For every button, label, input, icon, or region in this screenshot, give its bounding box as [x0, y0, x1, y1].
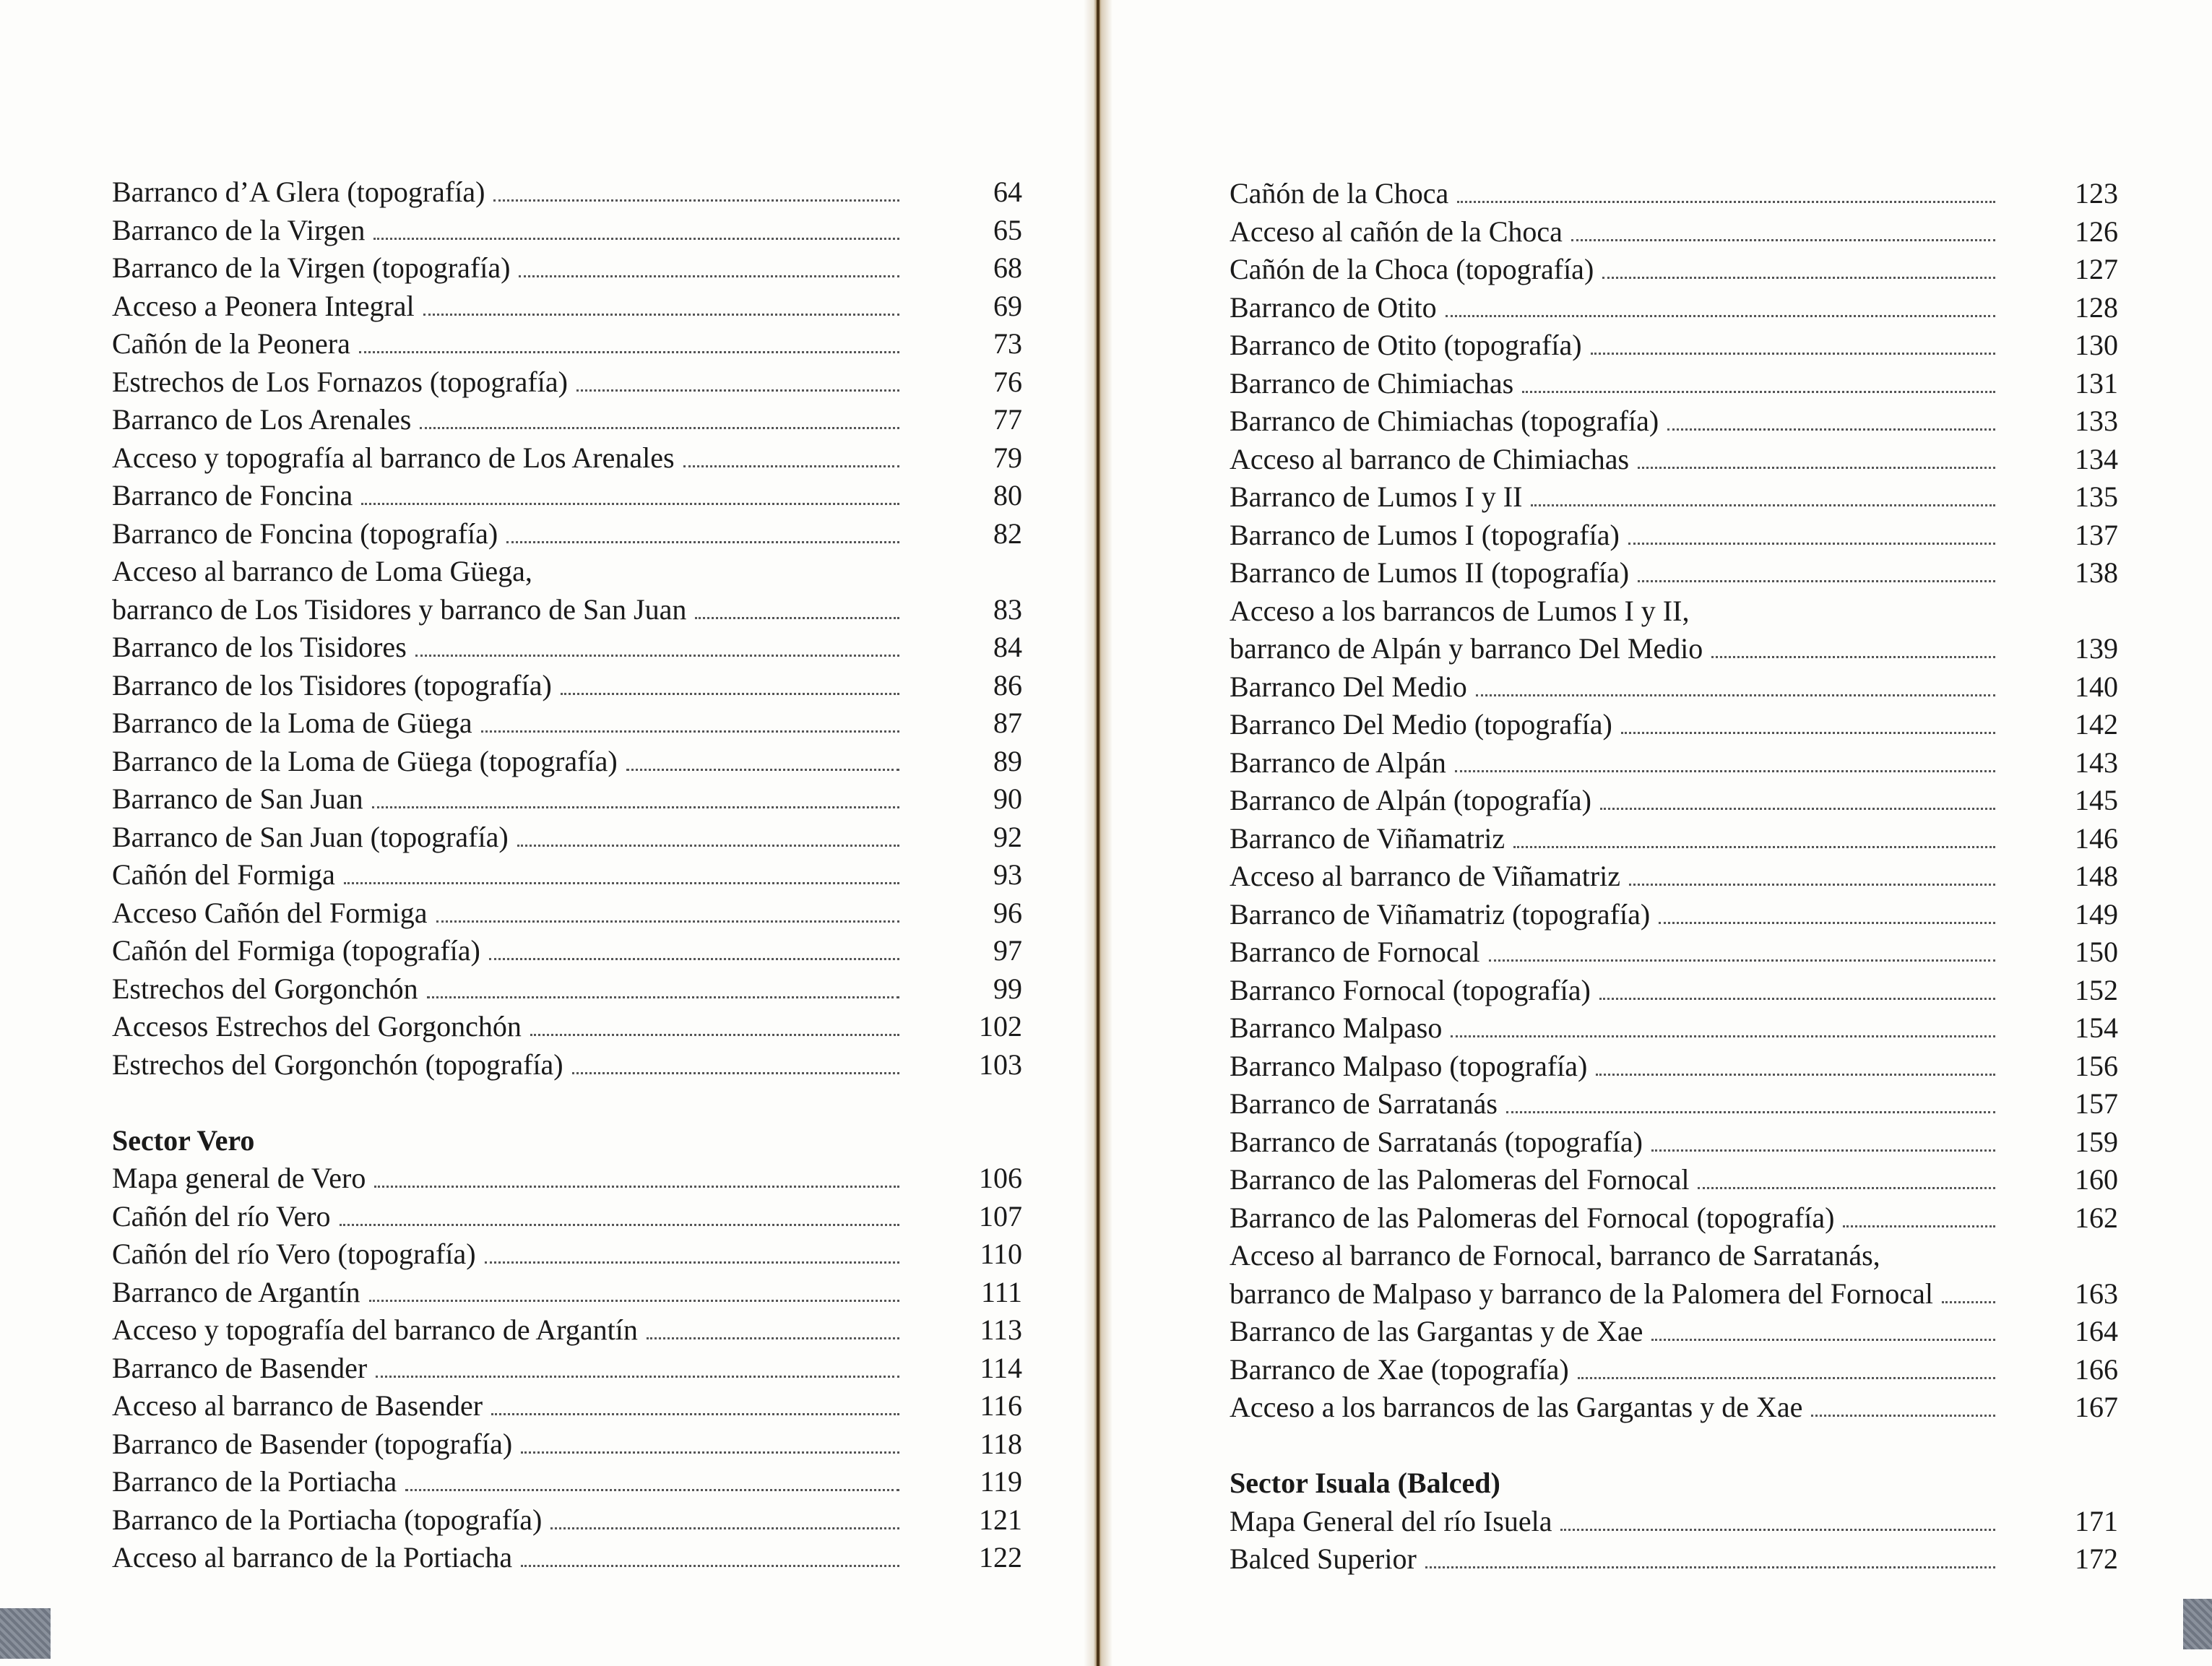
toc-entry	[112, 1311, 1022, 1350]
toc-entry-title: Estrechos del Gorgonchón (topografía)	[112, 1048, 563, 1081]
toc-entry	[112, 1463, 1022, 1501]
toc-entry	[112, 1046, 1022, 1084]
dot-leader	[1659, 916, 1995, 924]
dot-leader	[1599, 992, 1995, 1000]
dot-leader	[1457, 195, 1995, 203]
toc-entry-title: Estrechos de Los Fornazos (topografía)	[112, 365, 568, 398]
dot-leader	[1513, 840, 1995, 848]
toc-entry-title: Balced Superior	[1230, 1542, 1417, 1575]
dot-leader	[415, 649, 899, 657]
toc-entry-title: Barranco de Lumos II (topografía)	[1230, 556, 1630, 589]
toc-entry-page-number: 110	[980, 1238, 1022, 1270]
toc-entry-title: Acceso al barranco de Chimiachas	[1230, 442, 1630, 475]
toc-entry-page-number: 128	[2075, 290, 2118, 324]
toc-entry-title: Barranco de San Juan	[112, 782, 363, 815]
toc-entry	[112, 1198, 1022, 1236]
toc-entry-page-number: 130	[2075, 329, 2118, 361]
toc-entry-title: Acceso y topografía del barranco de Argantín	[112, 1313, 638, 1346]
toc-entry-page-number: 121	[979, 1503, 1022, 1536]
section-heading-isuala: Sector Isuala (Balced)	[1230, 1467, 1500, 1499]
dot-leader	[561, 687, 899, 695]
toc-entry	[112, 743, 1022, 781]
dot-leader	[1522, 385, 1995, 393]
dot-leader	[427, 990, 899, 998]
toc-entry-page-number: 83	[993, 592, 1022, 626]
toc-entry-title: Barranco de Basender (topografía)	[112, 1427, 513, 1460]
toc-entry-title: Barranco de San Juan (topografía)	[112, 820, 509, 853]
dot-leader	[1446, 309, 1995, 317]
toc-entry-title: Barranco Del Medio	[1230, 670, 1467, 703]
section-heading-vero: Sector Vero	[112, 1123, 255, 1157]
toc-entry-title: Barranco de Fornocal	[1230, 936, 1480, 968]
dot-leader	[1698, 1181, 1995, 1189]
toc-entry	[1230, 1048, 2118, 1086]
toc-entry	[112, 591, 1022, 629]
dot-leader	[485, 1256, 899, 1264]
toc-entry-page-number: 92	[993, 820, 1022, 853]
dot-leader	[695, 611, 899, 619]
toc-entry-title: Barranco de la Virgen	[112, 213, 366, 246]
toc-entry-page-number: 73	[993, 327, 1022, 360]
toc-entry-page-number: 152	[2075, 973, 2118, 1006]
toc-left-entries	[112, 173, 1022, 1084]
toc-entry-title: Barranco Malpaso (topografía)	[1230, 1049, 1588, 1082]
toc-entry-page-number: 146	[2075, 821, 2118, 855]
toc-entry-page-number: 171	[2075, 1504, 2118, 1537]
toc-entry-page-number: 111	[980, 1275, 1022, 1308]
dot-leader	[436, 915, 899, 923]
toc-entry	[1230, 744, 2118, 782]
toc-entry-page-number: 145	[2075, 784, 2118, 816]
toc-entry	[112, 288, 1022, 326]
toc-entry-page-number: 142	[2075, 708, 2118, 741]
toc-entry	[1230, 1009, 2118, 1048]
toc-entry	[112, 1008, 1022, 1046]
toc-entry-title: Estrechos del Gorgonchón	[112, 972, 418, 1005]
dot-leader	[550, 1522, 899, 1529]
toc-entry-page-number: 133	[2075, 405, 2118, 437]
toc-entry-title: Barranco de la Loma de Güega (topografía)	[112, 744, 618, 777]
toc-entry-title: Barranco de Sarratanás	[1230, 1087, 1498, 1120]
toc-entry-title: Cañón de la Choca (topografía)	[1230, 253, 1594, 285]
toc-entry	[112, 856, 1022, 894]
toc-entry-page-number: 134	[2075, 442, 2118, 475]
toc-entry	[112, 970, 1022, 1009]
toc-entry-page-number: 135	[2075, 480, 2118, 513]
toc-entry-title: Barranco de Chimiachas	[1230, 366, 1514, 400]
toc-entry-page-number: 154	[2075, 1011, 2118, 1044]
toc-entry	[1230, 706, 2118, 744]
toc-entry-title: Barranco de Lumos I (topografía)	[1230, 518, 1620, 551]
dot-leader	[489, 952, 899, 960]
toc-left-column	[112, 173, 1022, 1577]
dot-leader	[1602, 271, 1995, 279]
toc-entry-title: Barranco de Viñamatriz (topografía)	[1230, 897, 1651, 931]
toc-entry	[1230, 1351, 2118, 1389]
toc-entry-title: Acceso al barranco de Basender	[112, 1389, 483, 1422]
dot-leader	[1600, 802, 1995, 810]
toc-entry	[1230, 478, 2118, 517]
toc-entry-page-number: 113	[980, 1313, 1022, 1346]
toc-entry-title: Barranco de la Virgen (topografía)	[112, 251, 511, 284]
toc-entry-page-number: 164	[2075, 1315, 2118, 1347]
toc-entry	[112, 401, 1022, 439]
toc-entry-title: barranco de Alpán y barranco Del Medio	[1230, 632, 1703, 665]
toc-entry-page-number: 167	[2075, 1391, 2118, 1423]
toc-isuala-entries	[1230, 1503, 2118, 1579]
dot-leader	[1667, 423, 1995, 431]
dot-leader	[1629, 878, 1995, 886]
toc-entry	[112, 515, 1022, 553]
toc-entry	[112, 819, 1022, 857]
dot-leader	[1628, 537, 1995, 545]
toc-entry	[1230, 213, 2118, 251]
toc-entry	[112, 212, 1022, 250]
toc-entry-title: Acceso al barranco de la Portiacha	[112, 1541, 513, 1574]
dot-leader	[521, 1559, 899, 1567]
toc-entry	[1230, 1123, 2118, 1162]
toc-entry-page-number: 65	[993, 213, 1022, 246]
dot-leader	[369, 1294, 899, 1302]
binding-line	[1097, 0, 1099, 1666]
toc-entry	[1230, 1389, 2118, 1427]
toc-entry-page-number: 157	[2075, 1087, 2118, 1120]
toc-entry	[112, 1387, 1022, 1425]
toc-entry-page-number: 107	[979, 1199, 1022, 1233]
toc-entry-title: Barranco de Los Arenales	[112, 403, 412, 436]
dot-leader	[361, 497, 899, 505]
toc-entry-page-number: 106	[979, 1162, 1022, 1194]
toc-entry-title: Barranco de las Palomeras del Fornocal	[1230, 1163, 1690, 1196]
toc-entry-title: Cañón del Formiga	[112, 858, 335, 891]
toc-entry-page-number: 90	[993, 782, 1022, 815]
toc-entry-title: Barranco de Argantín	[112, 1275, 360, 1308]
toc-entry	[1230, 858, 2118, 896]
dot-leader	[519, 269, 899, 277]
toc-entry-page-number: 172	[2075, 1542, 2118, 1575]
toc-entry-page-number: 160	[2075, 1163, 2118, 1196]
toc-entry	[112, 1160, 1022, 1198]
toc-entry-page-number: 156	[2075, 1049, 2118, 1082]
toc-entry-title: Barranco de Foncina (topografía)	[112, 517, 498, 550]
toc-entry-title: Barranco de Alpán	[1230, 746, 1446, 779]
toc-entry-page-number: 87	[993, 707, 1022, 739]
toc-entry-page-number: 122	[979, 1541, 1022, 1574]
toc-entry-title: Mapa general de Vero	[112, 1162, 366, 1194]
toc-entry	[112, 1501, 1022, 1540]
toc-entry-page-number: 89	[993, 744, 1022, 777]
toc-entry	[1230, 972, 2118, 1010]
toc-entry-page-number: 97	[993, 934, 1022, 967]
dot-leader	[647, 1331, 899, 1339]
dot-leader	[1638, 574, 1995, 582]
dot-leader	[1942, 1295, 1995, 1303]
toc-entry-page-number: 163	[2075, 1277, 2118, 1310]
dot-leader	[1578, 1371, 1995, 1379]
toc-entry-title: Barranco de Viñamatriz	[1230, 821, 1505, 855]
toc-entry-page-number: 119	[980, 1465, 1022, 1498]
dot-leader	[1651, 1333, 1995, 1341]
toc-entry-page-number: 166	[2075, 1352, 2118, 1386]
toc-entry-title: Barranco Fornocal (topografía)	[1230, 973, 1591, 1006]
toc-entry	[1230, 933, 2118, 972]
toc-entry-title: Barranco de Foncina	[112, 479, 353, 512]
toc-entry-title: Acceso y topografía al barranco de Los Arenales	[112, 441, 675, 474]
toc-entry-page-number: 69	[993, 289, 1022, 322]
toc-entry-page-number: 99	[993, 972, 1022, 1005]
dot-leader	[1591, 347, 1995, 355]
dot-leader	[517, 839, 899, 847]
toc-entry	[112, 173, 1022, 212]
dot-leader	[572, 1066, 899, 1074]
dot-leader	[1711, 650, 1995, 658]
toc-entry-title: Acceso a los barrancos de las Gargantas y de Xae	[1230, 1391, 1803, 1423]
toc-entry-title: Barranco de los Tisidores (topografía)	[112, 668, 552, 702]
toc-entry-title: Barranco de Lumos I y II	[1230, 480, 1523, 513]
toc-entry	[1230, 251, 2118, 289]
toc-entry-page-number: 68	[993, 251, 1022, 284]
toc-entry-title: Barranco de las Palomeras del Fornocal (topografía)	[1230, 1201, 1835, 1234]
dot-leader	[506, 535, 899, 543]
toc-entry	[1230, 668, 2118, 707]
dot-leader	[1489, 954, 1995, 962]
toc-entry	[1230, 402, 2118, 441]
toc-entry-title: Acceso al cañón de la Choca	[1230, 215, 1563, 248]
thumb-index-mark-right	[2183, 1599, 2212, 1649]
toc-entry-title: Acceso al barranco de Viñamatriz	[1230, 860, 1621, 892]
toc-entry-page-number: 143	[2075, 746, 2118, 779]
toc-entry-page-number: 79	[993, 441, 1022, 474]
toc-entry-title: Barranco de la Loma de Güega	[112, 707, 472, 739]
dot-leader	[1476, 689, 1995, 696]
section-spacer	[112, 1084, 1022, 1122]
dot-leader	[1455, 764, 1995, 772]
toc-entry	[1230, 820, 2118, 858]
toc-entry	[112, 704, 1022, 743]
toc-entry-page-number: 76	[993, 365, 1022, 398]
toc-entry-page-number: 103	[979, 1048, 1022, 1081]
toc-entry	[112, 1350, 1022, 1388]
toc-entry-page-number: 80	[993, 479, 1022, 512]
toc-entry-title: Barranco de Otito (topografía)	[1230, 329, 1582, 361]
toc-entry-title: Barranco de la Portiacha (topografía)	[112, 1503, 543, 1536]
toc-entry	[112, 553, 1022, 591]
toc-entry	[112, 439, 1022, 478]
dot-leader	[1506, 1105, 1995, 1113]
dot-leader	[683, 459, 899, 467]
toc-entry-title: barranco de Malpaso y barranco de la Palomera del Fornocal	[1230, 1277, 1934, 1310]
toc-entry-title: Acceso a Peonera Integral	[112, 289, 415, 322]
toc-entry-title: Barranco de Otito	[1230, 290, 1437, 324]
toc-entry	[112, 249, 1022, 288]
dot-leader	[491, 1407, 899, 1415]
toc-entry-title: Barranco de Alpán (topografía)	[1230, 784, 1591, 816]
toc-entry-page-number: 139	[2075, 632, 2118, 665]
toc-entry-title: Barranco de Chimiachas (topografía)	[1230, 405, 1659, 437]
toc-entry	[112, 1235, 1022, 1274]
toc-entry-page-number: 116	[980, 1389, 1022, 1422]
dot-leader	[376, 1370, 899, 1378]
toc-entry-title: Barranco d’A Glera (topografía)	[112, 176, 485, 208]
toc-entry	[1230, 1540, 2118, 1579]
toc-entry-title: Cañón del río Vero	[112, 1199, 331, 1233]
dot-leader	[420, 421, 899, 429]
dot-leader	[1531, 498, 1995, 506]
toc-entry-title: Cañón de la Peonera	[112, 327, 350, 360]
dot-leader	[530, 1028, 899, 1036]
toc-entry	[1230, 441, 2118, 479]
toc-entry	[1230, 782, 2118, 820]
toc-entry	[112, 780, 1022, 819]
toc-entry-title: Acceso a los barrancos de Lumos I y II,	[1230, 594, 1690, 627]
toc-entry-title: Barranco de Xae (topografía)	[1230, 1352, 1569, 1386]
toc-entry-title: Cañón del río Vero (topografía)	[112, 1238, 476, 1270]
toc-entry-title: Cañón de la Choca	[1230, 177, 1449, 210]
dot-leader	[493, 194, 899, 202]
toc-vero-entries	[112, 1160, 1022, 1577]
toc-entry-title: Barranco de la Portiacha	[112, 1465, 397, 1498]
toc-entry	[112, 932, 1022, 970]
dot-leader	[344, 876, 899, 884]
toc-entry	[112, 325, 1022, 363]
toc-entry-title: Barranco de los Tisidores	[112, 631, 407, 663]
toc-entry	[112, 1425, 1022, 1464]
toc-entry	[112, 1539, 1022, 1577]
dot-leader	[1811, 1409, 1995, 1417]
dot-leader	[1425, 1561, 1995, 1568]
toc-entry	[1230, 1313, 2118, 1351]
toc-entry-page-number: 84	[993, 631, 1022, 663]
toc-entry-page-number: 162	[2075, 1201, 2118, 1234]
toc-entry	[112, 363, 1022, 402]
toc-entry	[112, 667, 1022, 705]
dot-leader	[372, 800, 899, 808]
dot-leader	[1843, 1220, 1995, 1227]
toc-entry	[112, 629, 1022, 667]
toc-entry-title: Barranco de Basender	[112, 1351, 368, 1384]
toc-entry	[1230, 1161, 2118, 1199]
toc-entry	[1230, 365, 2118, 403]
toc-entry-title: Barranco de Sarratanás (topografía)	[1230, 1125, 1643, 1158]
toc-entry-title: Barranco de las Gargantas y de Xae	[1230, 1315, 1643, 1347]
toc-entry	[112, 894, 1022, 933]
toc-entry-page-number: 86	[993, 668, 1022, 702]
toc-entry-title: Mapa General del río Isuela	[1230, 1504, 1552, 1537]
toc-right-column	[1230, 175, 2118, 1579]
toc-entry	[112, 1274, 1022, 1312]
toc-entry-page-number: 96	[993, 896, 1022, 929]
dot-leader	[1651, 1144, 1995, 1152]
thumb-index-mark-left	[0, 1608, 51, 1659]
toc-entry	[1230, 1237, 2118, 1275]
toc-entry	[1230, 554, 2118, 592]
toc-entry-page-number: 118	[980, 1427, 1022, 1460]
dot-leader	[1571, 233, 1995, 241]
toc-entry-page-number: 150	[2075, 936, 2118, 968]
toc-entry-page-number: 93	[993, 858, 1022, 891]
toc-entry-page-number: 149	[2075, 897, 2118, 931]
toc-entry	[1230, 1503, 2118, 1541]
toc-entry-page-number: 138	[2075, 556, 2118, 589]
toc-entry-page-number: 102	[979, 1010, 1022, 1043]
dot-leader	[340, 1218, 899, 1226]
toc-entry	[1230, 592, 2118, 631]
toc-entry-page-number: 64	[993, 176, 1022, 208]
dot-leader	[1638, 461, 1995, 469]
dot-leader	[1451, 1030, 1995, 1037]
toc-entry-title: Cañón del Formiga (topografía)	[112, 934, 480, 967]
toc-entry-page-number: 131	[2075, 366, 2118, 400]
toc-entry-page-number: 127	[2075, 253, 2118, 285]
toc-entry-page-number: 137	[2075, 518, 2118, 551]
toc-entry	[1230, 289, 2118, 327]
toc-entry	[1230, 327, 2118, 365]
dot-leader	[521, 1446, 899, 1454]
dot-leader	[626, 763, 899, 771]
dot-leader	[374, 1180, 899, 1188]
toc-entry-page-number: 148	[2075, 860, 2118, 892]
toc-entry-page-number: 126	[2075, 215, 2118, 248]
toc-entry-title: barranco de Los Tisidores y barranco de San Juan	[112, 592, 687, 626]
dot-leader	[423, 308, 899, 316]
section-spacer	[1230, 1427, 2118, 1465]
toc-entry-page-number: 140	[2075, 670, 2118, 703]
toc-entry	[1230, 1275, 2118, 1313]
toc-entry-title: Barranco Del Medio (topografía)	[1230, 708, 1612, 741]
dot-leader	[481, 725, 899, 733]
toc-entry	[112, 477, 1022, 515]
dot-leader	[373, 232, 899, 240]
toc-entry-title: Accesos Estrechos del Gorgonchón	[112, 1010, 522, 1043]
toc-entry	[1230, 630, 2118, 668]
toc-entry	[1230, 175, 2118, 213]
toc-entry-title: Acceso al barranco de Loma Güega,	[112, 555, 532, 587]
toc-entry	[1230, 896, 2118, 934]
toc-right-entries	[1230, 175, 2118, 1427]
dot-leader	[576, 384, 899, 392]
dot-leader	[1596, 1068, 1995, 1076]
toc-entry-page-number: 82	[993, 517, 1022, 550]
toc-entry	[1230, 517, 2118, 555]
toc-entry	[1230, 1199, 2118, 1238]
toc-entry-page-number: 123	[2075, 177, 2118, 210]
dot-leader	[1560, 1523, 1995, 1531]
dot-leader	[359, 345, 899, 353]
toc-entry	[1230, 1085, 2118, 1123]
dot-leader	[405, 1483, 899, 1491]
dot-leader	[1621, 726, 1995, 734]
toc-entry-title: Acceso Cañón del Formiga	[112, 896, 428, 929]
toc-entry-page-number: 77	[993, 403, 1022, 436]
toc-entry-title: Barranco Malpaso	[1230, 1011, 1443, 1044]
toc-entry-page-number: 159	[2075, 1125, 2118, 1158]
toc-entry-page-number: 114	[980, 1351, 1022, 1384]
toc-entry-title: Acceso al barranco de Fornocal, barranco de Sarratanás,	[1230, 1239, 1880, 1272]
